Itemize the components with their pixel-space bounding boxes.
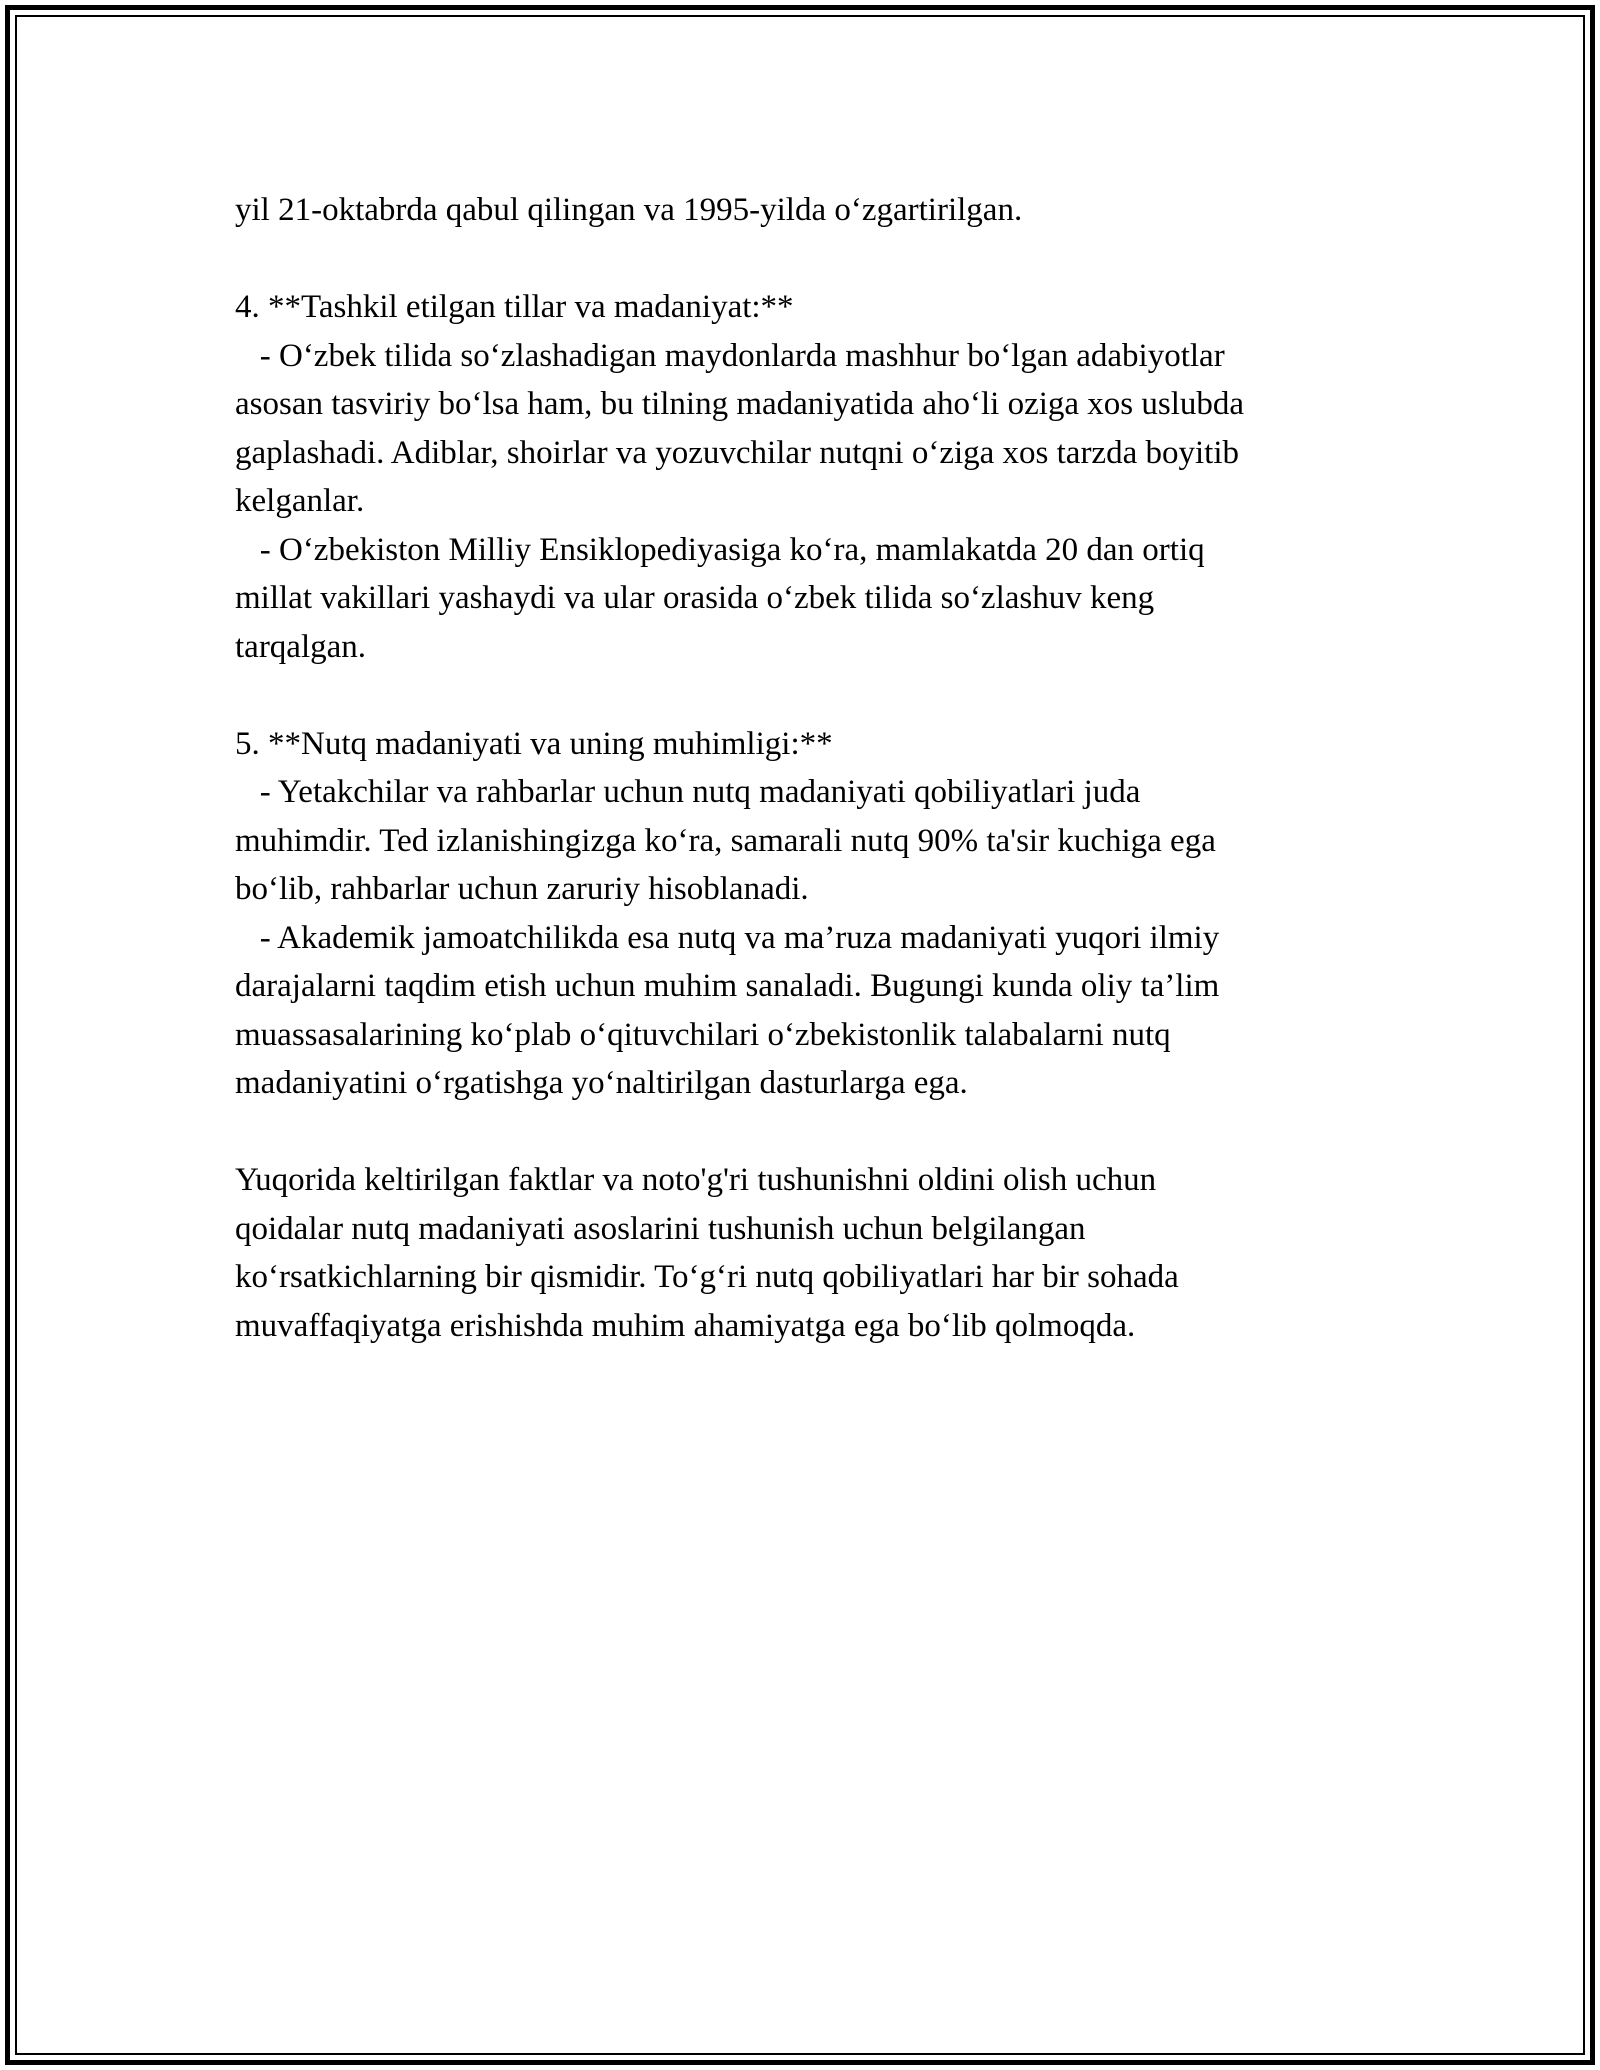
conclusion-line: muvaffaqiyatga erishishda muhim ahamiyatga ega bo‘lib qolmoqda. xyxy=(235,1307,1136,1344)
conclusion-line: Yuqorida keltirilgan faktlar va noto'g'ri tushunishni oldini olish uchun xyxy=(235,1162,1157,1198)
conclusion-line: qoidalar nutq madaniyati asoslarini tushunish uchun belgilangan xyxy=(235,1210,1086,1247)
section-5-line: madaniyatini o‘rgatishga yo‘naltirilgan dasturlarga ega. xyxy=(235,1065,968,1101)
section-5-line: - Akademik jamoatchilikda esa nutq va ma’ruza madaniyati yuqori ilmiy xyxy=(235,919,1220,956)
section-4-line: tarqalgan. xyxy=(235,628,367,665)
section-5-line: bo‘lib, rahbarlar uchun zaruriy hisoblanadi. xyxy=(235,871,809,907)
paragraph-spacer xyxy=(235,671,1405,720)
section-5-line: muhimdir. Ted izlanishingizga ko‘ra, samarali nutq 90% ta'sir kuchiga ega xyxy=(235,822,1216,859)
section-4-line: - O‘zbekiston Milliy Ensiklopediyasiga ko‘ra, mamlakatda 20 dan ortiq xyxy=(235,531,1205,568)
section-5-line: darajalarni taqdim etish uchun muhim sanaladi. Bugungi kunda oliy ta’lim xyxy=(235,968,1220,1004)
section-5-heading: 5. **Nutq madaniyati va uning muhimligi:** xyxy=(235,725,833,762)
document-body xyxy=(235,186,1405,1350)
section-4-line: gaplashadi. Adiblar, shoirlar va yozuvchilar nutqni o‘ziga xos tarzda boyitib xyxy=(235,434,1239,471)
section-4-heading: 4. **Tashkil etilgan tillar va madaniyat:** xyxy=(235,289,794,325)
intro-line: yil 21-oktabrda qabul qilingan va 1995-yilda o‘zgartirilgan. xyxy=(235,192,1023,228)
section-5-line: - Yetakchilar va rahbarlar uchun nutq madaniyati qobiliyatlari juda xyxy=(235,774,1141,810)
section-4-line: kelganlar. xyxy=(235,483,365,519)
section-5-line: muassasalarining ko‘plab o‘qituvchilari o‘zbekistonlik talabalarni nutq xyxy=(235,1016,1171,1053)
section-4-line: - O‘zbek tilida so‘zlashadigan maydonlarda mashhur bo‘lgan adabiyotlar xyxy=(235,337,1225,374)
conclusion-line: ko‘rsatkichlarning bir qismidir. To‘g‘ri nutq qobiliyatlari har bir sohada xyxy=(235,1259,1179,1295)
section-4-line: asosan tasviriy bo‘lsa ham, bu tilning madaniyatida aho‘li oziga xos uslubda xyxy=(235,386,1245,422)
section-4-line: millat vakillari yashaydi va ular orasida o‘zbek tilida so‘zlashuv keng xyxy=(235,580,1155,616)
paragraph-spacer xyxy=(235,235,1405,284)
paragraph-spacer xyxy=(235,1108,1405,1157)
